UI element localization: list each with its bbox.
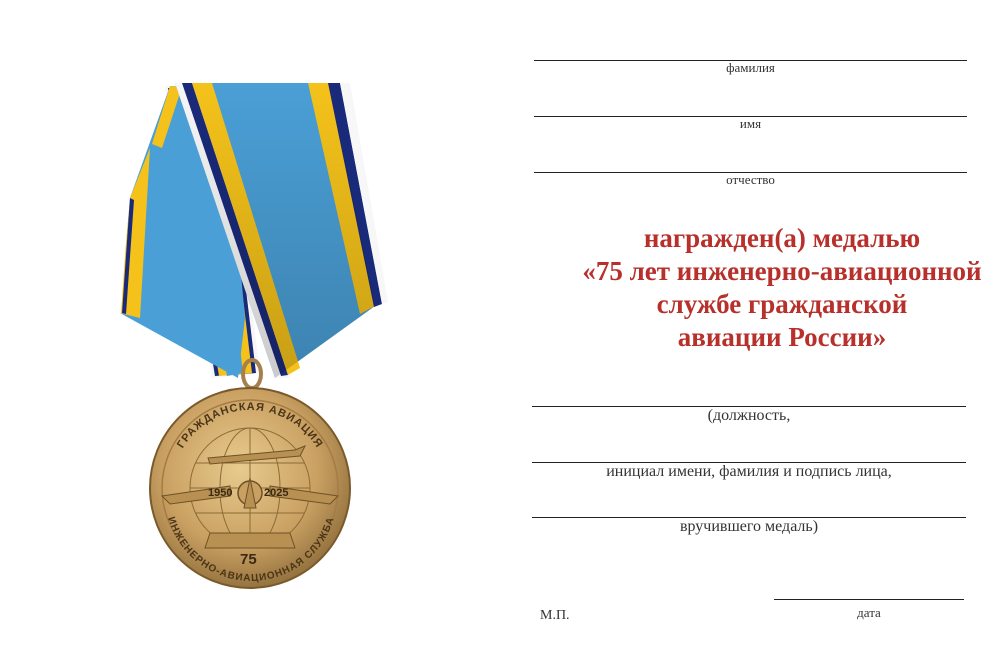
medal-anniversary: 75 bbox=[240, 551, 257, 568]
award-line-3: службе гражданской bbox=[656, 289, 908, 319]
date-caption: дата bbox=[857, 605, 881, 620]
medal-top-arc: ГРАЖДАНСКАЯ АВИАЦИЯ bbox=[174, 400, 326, 451]
position-caption: (должность, bbox=[707, 407, 791, 424]
name-caption: имя bbox=[739, 116, 762, 131]
initials-caption: инициал имени, фамилия и подпись лица, bbox=[606, 463, 892, 480]
stamp-label: М.П. bbox=[540, 608, 570, 623]
award-line-4: авиации России» bbox=[677, 322, 887, 352]
medal-bottom-arc: ИНЖЕНЕРНО-АВИАЦИОННАЯ СЛУЖБА bbox=[165, 515, 337, 585]
award-line-1: награжден(а) медалью bbox=[643, 223, 921, 253]
medal-image bbox=[100, 78, 400, 618]
medal-year-end: 2025 bbox=[264, 487, 289, 499]
surname-caption: фамилия bbox=[726, 60, 775, 75]
award-line-2: «75 лет инженерно-авиационной bbox=[582, 256, 982, 286]
date-line bbox=[774, 599, 964, 600]
medal-year-start: 1950 bbox=[208, 487, 233, 499]
presenter-caption: вручившего медаль) bbox=[679, 518, 819, 535]
award-title bbox=[568, 222, 996, 354]
patronymic-caption: отчество bbox=[726, 172, 775, 187]
